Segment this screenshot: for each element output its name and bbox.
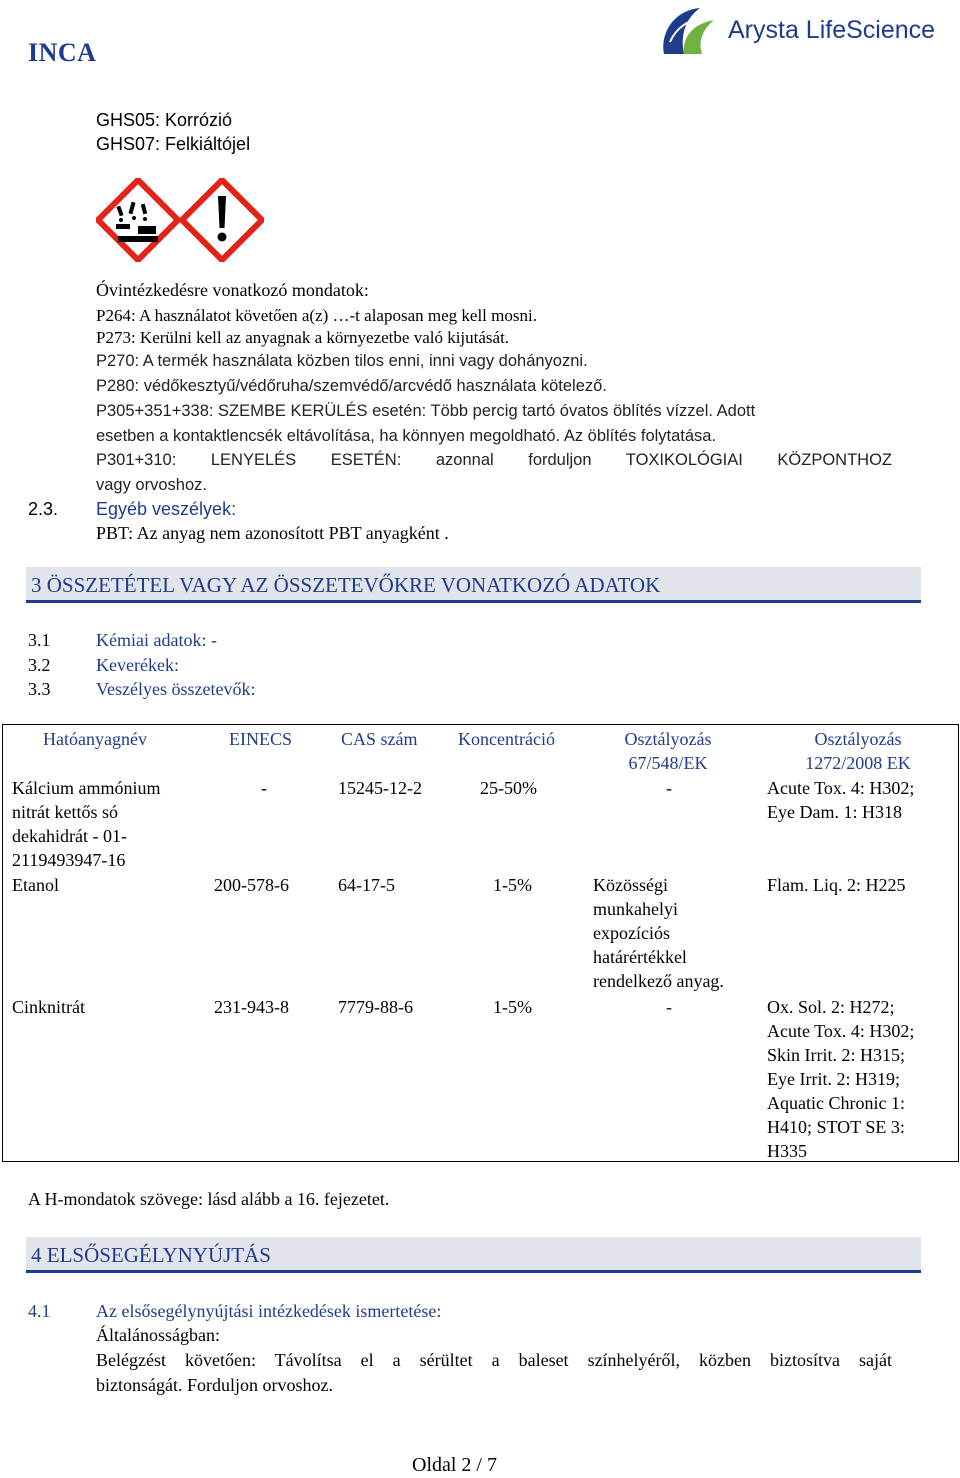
precaution-line: P270: A termék használata közben tilos enni, inni vagy dohányozni.: [96, 352, 588, 370]
section-item-label: Kémiai adatok: -: [96, 630, 217, 650]
corrosion-pictogram-icon: [96, 178, 180, 262]
precautions-heading: Óvintézkedésre vonatkozó mondatok:: [96, 280, 369, 300]
other-hazards-text: PBT: Az anyag nem azonosított PBT anyagként .: [96, 523, 449, 543]
precaution-line: P305+351+338: SZEMBE KERÜLÉS esetén: Több percig tartó óvatos öblítés vízzel. Adott: [96, 402, 756, 420]
table-row-einecs: -: [261, 778, 267, 798]
ghs05-label: GHS05: Korrózió: [96, 110, 233, 130]
table-row-cas: 15245-12-2: [338, 778, 422, 798]
table-header-name: Hatóanyagnév: [43, 729, 147, 749]
table-row-class-67-548: -: [666, 997, 672, 1017]
table-row-concentration: 1-5%: [493, 997, 532, 1017]
precaution-line: P264: A használatot követően a(z) …-t alaposan meg kell mosni.: [96, 306, 537, 325]
precaution-line: esetben a kontaktlencsék eltávolítása, ha könnyen megoldható. Az öblítés folytatása.: [96, 427, 717, 445]
h-statements-note: A H-mondatok szövege: lásd alább a 16. fejezetet.: [28, 1189, 390, 1209]
table-header-class-67-548: Osztályozás 67/548/EK: [624, 729, 712, 773]
section-item-number: 3.2: [28, 655, 51, 675]
table-row-name: Kálcium ammónium nitrát kettős só dekahidrát - 01- 2119493947-16: [12, 778, 161, 870]
table-row-einecs: 200-578-6: [214, 875, 289, 895]
hazardous-components-table: [2, 724, 959, 1162]
table-row-class-1272-2008: Acute Tox. 4: H302; Eye Dam. 1: H318: [767, 778, 915, 822]
arysta-logo: [650, 2, 940, 60]
ghs07-label: GHS07: Felkiáltójel: [96, 134, 251, 154]
table-row-einecs: 231-943-8: [214, 997, 289, 1017]
precaution-line: P280: védőkesztyű/védőruha/szemvédő/arcvédő használata kötelező.: [96, 377, 607, 395]
table-row-name: Cinknitrát: [12, 997, 85, 1017]
logo-text: Arysta LifeScience: [728, 16, 936, 44]
section4-sub-title: Az elsősegélynyújtási intézkedések ismertetése:: [96, 1301, 442, 1321]
table-header-class-1272-2008: Osztályozás 1272/2008 EK: [805, 729, 911, 773]
table-row-concentration: 25-50%: [480, 778, 537, 798]
header-left-title: INCA: [28, 38, 97, 67]
table-row-concentration: 1-5%: [493, 875, 532, 895]
table-row-class-1272-2008: Ox. Sol. 2: H272; Acute Tox. 4: H302; Skin Irrit. 2: H315; Eye Irrit. 2: H319; Aquatic Chronic 1: H410; STOT SE 3: H335: [767, 997, 915, 1161]
precaution-line: P301+310: LENYELÉS ESETÉN: azonnal forduljon TOXIKOLÓGIAI KÖZPONTHOZ: [96, 451, 892, 469]
section3-header: [26, 567, 921, 603]
section4-inhalation-text: Belégzést követően: Távolítsa el a sérültet a baleset színhelyéről, közben biztosítva saját: [96, 1350, 892, 1370]
section-item-number: 3.3: [28, 679, 51, 699]
table-header-cas: CAS szám: [341, 729, 418, 749]
section4-header: [26, 1237, 921, 1273]
other-hazards-title: Egyéb veszélyek:: [96, 499, 237, 519]
section4-general-label: Általánosságban:: [96, 1325, 220, 1345]
section-item-label: Veszélyes összetevők:: [96, 679, 256, 699]
page-number: Oldal 2 / 7: [412, 1454, 497, 1476]
table-row-class-1272-2008: Flam. Liq. 2: H225: [767, 875, 906, 895]
table-row-name: Etanol: [12, 875, 59, 895]
section4-sub-number: 4.1: [28, 1301, 51, 1321]
table-row-cas: 7779-88-6: [338, 997, 413, 1017]
section4-title: 4 ELSŐSEGÉLYNYÚJTÁS: [31, 1243, 271, 1267]
table-row-class-67-548: Közösségi munkahelyi expozíciós határértékkel rendelkező anyag.: [593, 875, 724, 991]
other-hazards-number: 2.3.: [28, 499, 59, 519]
table-row-class-67-548: -: [666, 778, 672, 798]
section-item-number: 3.1: [28, 630, 51, 650]
section3-title: 3 ÖSSZETÉTEL VAGY AZ ÖSSZETEVŐKRE VONATKOZÓ ADATOK: [31, 573, 661, 597]
section4-inhalation-text: biztonságát. Forduljon orvoshoz.: [96, 1375, 333, 1395]
arysta-logo-mark-icon: [650, 2, 724, 60]
precaution-line: vagy orvoshoz.: [96, 476, 207, 494]
table-row-cas: 64-17-5: [338, 875, 395, 895]
section-item-label: Keverékek:: [96, 655, 179, 675]
exclamation-pictogram-icon: [180, 178, 264, 262]
table-header-einecs: EINECS: [229, 729, 292, 749]
table-header-concentration: Koncentráció: [458, 729, 555, 749]
precaution-line: P273: Kerülni kell az anyagnak a környezetbe való kijutását.: [96, 328, 510, 347]
